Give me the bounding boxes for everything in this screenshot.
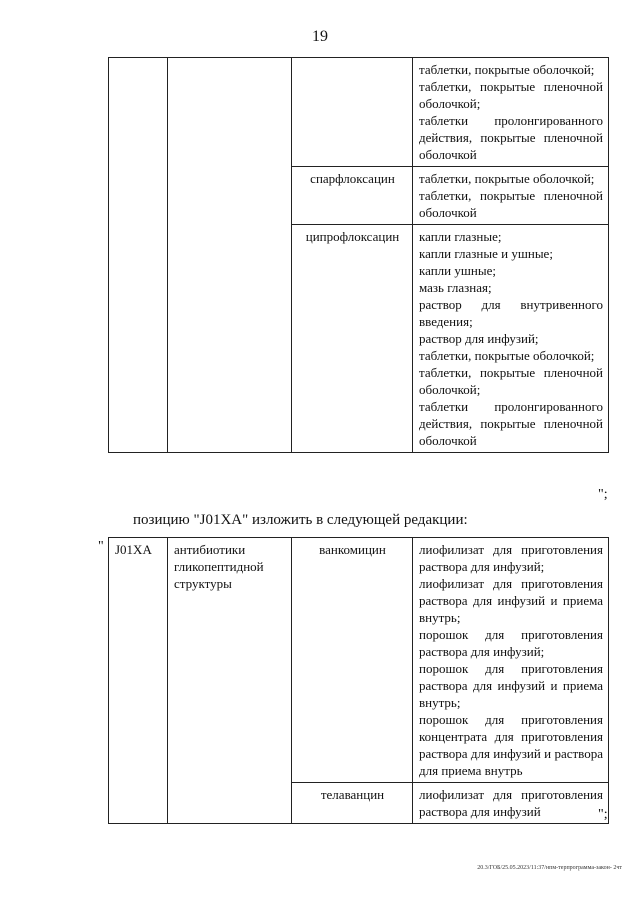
opening-quote-mark: " — [98, 539, 104, 554]
dosage-form: лиофилизат для приготовления раствора для инфузий — [419, 787, 603, 819]
dosage-forms-cell — [413, 225, 609, 453]
dosage-form: лиофилизат для приготовления раствора для инфузий; — [419, 542, 603, 574]
dosage-form: таблетки, покрытые оболочкой; — [419, 62, 595, 77]
dosage-form: таблетки, покрытые пленочной оболочкой; — [419, 79, 603, 111]
page-number: 19 — [312, 28, 328, 45]
dosage-forms-cell — [413, 538, 609, 783]
dosage-form: таблетки пролонгированного действия, покрытые пленочной оболочкой — [419, 399, 603, 448]
dosage-form: лиофилизат для приготовления раствора для инфузий и приема внутрь; — [419, 576, 603, 625]
dosage-form: порошок для приготовления раствора для инфузий; — [419, 627, 603, 659]
dosage-form: порошок для приготовления концентрата для приготовления раствора для инфузий и раствора для приема внутрь — [419, 712, 603, 778]
dosage-form: порошок для приготовления раствора для инфузий и приема внутрь; — [419, 661, 603, 710]
dosage-forms-cell — [413, 783, 609, 824]
dosage-form: капли ушные; — [419, 263, 496, 278]
dosage-form: таблетки, покрытые оболочкой; — [419, 171, 595, 186]
closing-quote-mark: "; — [598, 807, 608, 822]
closing-quote-mark: "; — [598, 487, 608, 502]
drug-name-cell: ванкомицин — [292, 538, 413, 783]
document-footer-code: 20.3/ГОБ/25.05.2023/11:37/нпм-терпрограмма-закон- 2чт — [477, 865, 622, 871]
group-cell — [168, 58, 292, 453]
dosage-form: капли глазные; — [419, 229, 502, 244]
dosage-form: капли глазные и ушные; — [419, 246, 553, 261]
code-cell: J01XA — [109, 538, 168, 824]
drug-name-cell: спарфлоксацин — [292, 167, 413, 225]
drug-name-cell — [292, 58, 413, 167]
drug-table-new — [108, 537, 609, 824]
dosage-forms-cell — [413, 167, 609, 225]
group-cell: антибиотики гликопептидной структуры — [168, 538, 292, 824]
dosage-form: раствор для внутривенного введения; — [419, 297, 603, 329]
drug-name-cell: ципрофлоксацин — [292, 225, 413, 453]
amendment-instruction: позицию "J01XA" изложить в следующей редакции: — [133, 512, 468, 528]
dosage-form: мазь глазная; — [419, 280, 492, 295]
table-row — [109, 58, 609, 167]
table-row — [109, 538, 609, 783]
dosage-form: раствор для инфузий; — [419, 331, 539, 346]
code-cell — [109, 58, 168, 453]
dosage-form: таблетки, покрытые пленочной оболочкой — [419, 188, 603, 220]
dosage-forms-cell — [413, 58, 609, 167]
dosage-form: таблетки, покрытые пленочной оболочкой; — [419, 365, 603, 397]
dosage-form: таблетки, покрытые оболочкой; — [419, 348, 595, 363]
drug-name-cell: телаванцин — [292, 783, 413, 824]
dosage-form: таблетки пролонгированного действия, покрытые пленочной оболочкой — [419, 113, 603, 162]
drug-table-continued — [108, 57, 609, 453]
